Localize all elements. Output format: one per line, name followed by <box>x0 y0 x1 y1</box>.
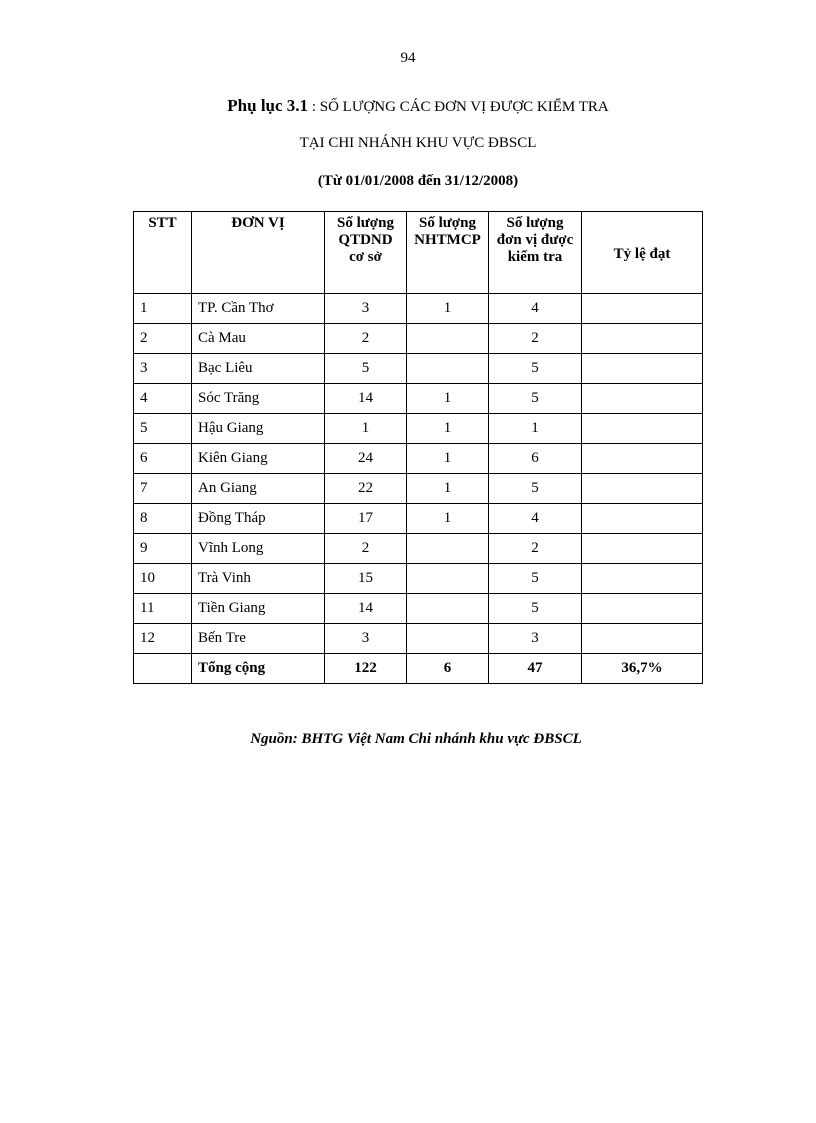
table-row <box>134 594 703 624</box>
cell-rate <box>582 474 703 504</box>
cell-unit: Bạc Liêu <box>192 354 325 384</box>
header-unit: ĐƠN VỊ <box>192 212 325 294</box>
cell-stt: 11 <box>134 594 192 624</box>
cell-inspected: 5 <box>489 384 582 414</box>
page-number: 94 <box>400 50 416 66</box>
cell-inspected: 2 <box>489 324 582 354</box>
appendix-title <box>0 96 816 116</box>
cell-qtdnd: 24 <box>325 444 407 474</box>
cell-nhtmcp: 1 <box>407 474 489 504</box>
cell-nhtmcp: 1 <box>407 414 489 444</box>
cell-rate <box>582 624 703 654</box>
cell-unit: Cà Mau <box>192 324 325 354</box>
header-row <box>134 212 703 294</box>
cell-nhtmcp <box>407 594 489 624</box>
cell-inspected: 4 <box>489 294 582 324</box>
table-row <box>134 324 703 354</box>
cell-qtdnd: 3 <box>325 294 407 324</box>
cell-stt: 6 <box>134 444 192 474</box>
table-row <box>134 384 703 414</box>
cell-inspected: 47 <box>489 654 582 684</box>
cell-nhtmcp: 6 <box>407 654 489 684</box>
cell-unit: Trà Vinh <box>192 564 325 594</box>
cell-inspected: 5 <box>489 594 582 624</box>
cell-unit: Đồng Tháp <box>192 504 325 534</box>
header-qtdnd: Số lượng QTDND cơ sở <box>325 212 407 294</box>
cell-stt: 1 <box>134 294 192 324</box>
cell-rate <box>582 564 703 594</box>
header-inspected: Số lượng đơn vị được kiểm tra <box>489 212 582 294</box>
cell-qtdnd: 22 <box>325 474 407 504</box>
cell-inspected: 3 <box>489 624 582 654</box>
cell-unit: TP. Cần Thơ <box>192 294 325 324</box>
title-line-2: TẠI CHI NHÁNH KHU VỰC ĐBSCL <box>299 135 537 151</box>
cell-inspected: 5 <box>489 564 582 594</box>
cell-rate <box>582 444 703 474</box>
cell-rate: 36,7% <box>582 654 703 684</box>
cell-rate <box>582 324 703 354</box>
cell-nhtmcp: 1 <box>407 504 489 534</box>
table-row <box>134 624 703 654</box>
cell-qtdnd: 2 <box>325 534 407 564</box>
table-body <box>134 294 703 684</box>
cell-unit: Tiền Giang <box>192 594 325 624</box>
cell-rate <box>582 294 703 324</box>
cell-qtdnd: 14 <box>325 594 407 624</box>
cell-stt: 9 <box>134 534 192 564</box>
cell-stt: 3 <box>134 354 192 384</box>
cell-nhtmcp: 1 <box>407 444 489 474</box>
cell-stt: 12 <box>134 624 192 654</box>
cell-nhtmcp <box>407 354 489 384</box>
cell-nhtmcp: 1 <box>407 294 489 324</box>
cell-inspected: 5 <box>489 354 582 384</box>
cell-inspected: 4 <box>489 504 582 534</box>
table-row <box>134 444 703 474</box>
cell-unit: Tổng cộng <box>192 654 325 684</box>
cell-nhtmcp <box>407 564 489 594</box>
cell-rate <box>582 594 703 624</box>
cell-stt: 8 <box>134 504 192 534</box>
table-row <box>134 564 703 594</box>
table-row <box>134 354 703 384</box>
cell-nhtmcp: 1 <box>407 384 489 414</box>
cell-nhtmcp <box>407 534 489 564</box>
cell-unit: Bến Tre <box>192 624 325 654</box>
cell-unit: An Giang <box>192 474 325 504</box>
header-nhtmcp: Số lượng NHTMCP <box>407 212 489 294</box>
cell-stt: 4 <box>134 384 192 414</box>
cell-rate <box>582 354 703 384</box>
cell-inspected: 6 <box>489 444 582 474</box>
table-row <box>134 294 703 324</box>
cell-unit: Sóc Trăng <box>192 384 325 414</box>
cell-inspected: 1 <box>489 414 582 444</box>
cell-stt: 10 <box>134 564 192 594</box>
cell-stt: 2 <box>134 324 192 354</box>
title-separator: : <box>308 99 320 115</box>
title-date-range: (Từ 01/01/2008 đến 31/12/2008) <box>317 173 519 189</box>
cell-qtdnd: 122 <box>325 654 407 684</box>
inspection-table <box>133 211 703 684</box>
cell-rate <box>582 534 703 564</box>
header-rate: Tỷ lệ đạt <box>582 212 703 294</box>
cell-qtdnd: 5 <box>325 354 407 384</box>
cell-nhtmcp <box>407 624 489 654</box>
cell-nhtmcp <box>407 324 489 354</box>
source-note: Nguồn: BHTG Việt Nam Chi nhánh khu vực ĐBSCL <box>250 731 582 747</box>
cell-stt: 5 <box>134 414 192 444</box>
header-stt: STT <box>134 212 192 294</box>
cell-qtdnd: 15 <box>325 564 407 594</box>
cell-stt: 7 <box>134 474 192 504</box>
cell-inspected: 5 <box>489 474 582 504</box>
cell-qtdnd: 14 <box>325 384 407 414</box>
table-row <box>134 534 703 564</box>
cell-rate <box>582 504 703 534</box>
cell-qtdnd: 2 <box>325 324 407 354</box>
cell-qtdnd: 17 <box>325 504 407 534</box>
cell-unit: Vĩnh Long <box>192 534 325 564</box>
total-row <box>134 654 703 684</box>
appendix-label: Phụ lục 3.1 <box>227 96 309 115</box>
title-line-1: SỐ LƯỢNG CÁC ĐƠN VỊ ĐƯỢC KIỂM TRA <box>319 99 609 115</box>
cell-stt <box>134 654 192 684</box>
cell-inspected: 2 <box>489 534 582 564</box>
cell-qtdnd: 1 <box>325 414 407 444</box>
table-row <box>134 414 703 444</box>
table-header <box>134 212 703 294</box>
cell-qtdnd: 3 <box>325 624 407 654</box>
table-row <box>134 474 703 504</box>
cell-rate <box>582 414 703 444</box>
cell-unit: Kiên Giang <box>192 444 325 474</box>
table-row <box>134 504 703 534</box>
cell-unit: Hậu Giang <box>192 414 325 444</box>
cell-rate <box>582 384 703 414</box>
